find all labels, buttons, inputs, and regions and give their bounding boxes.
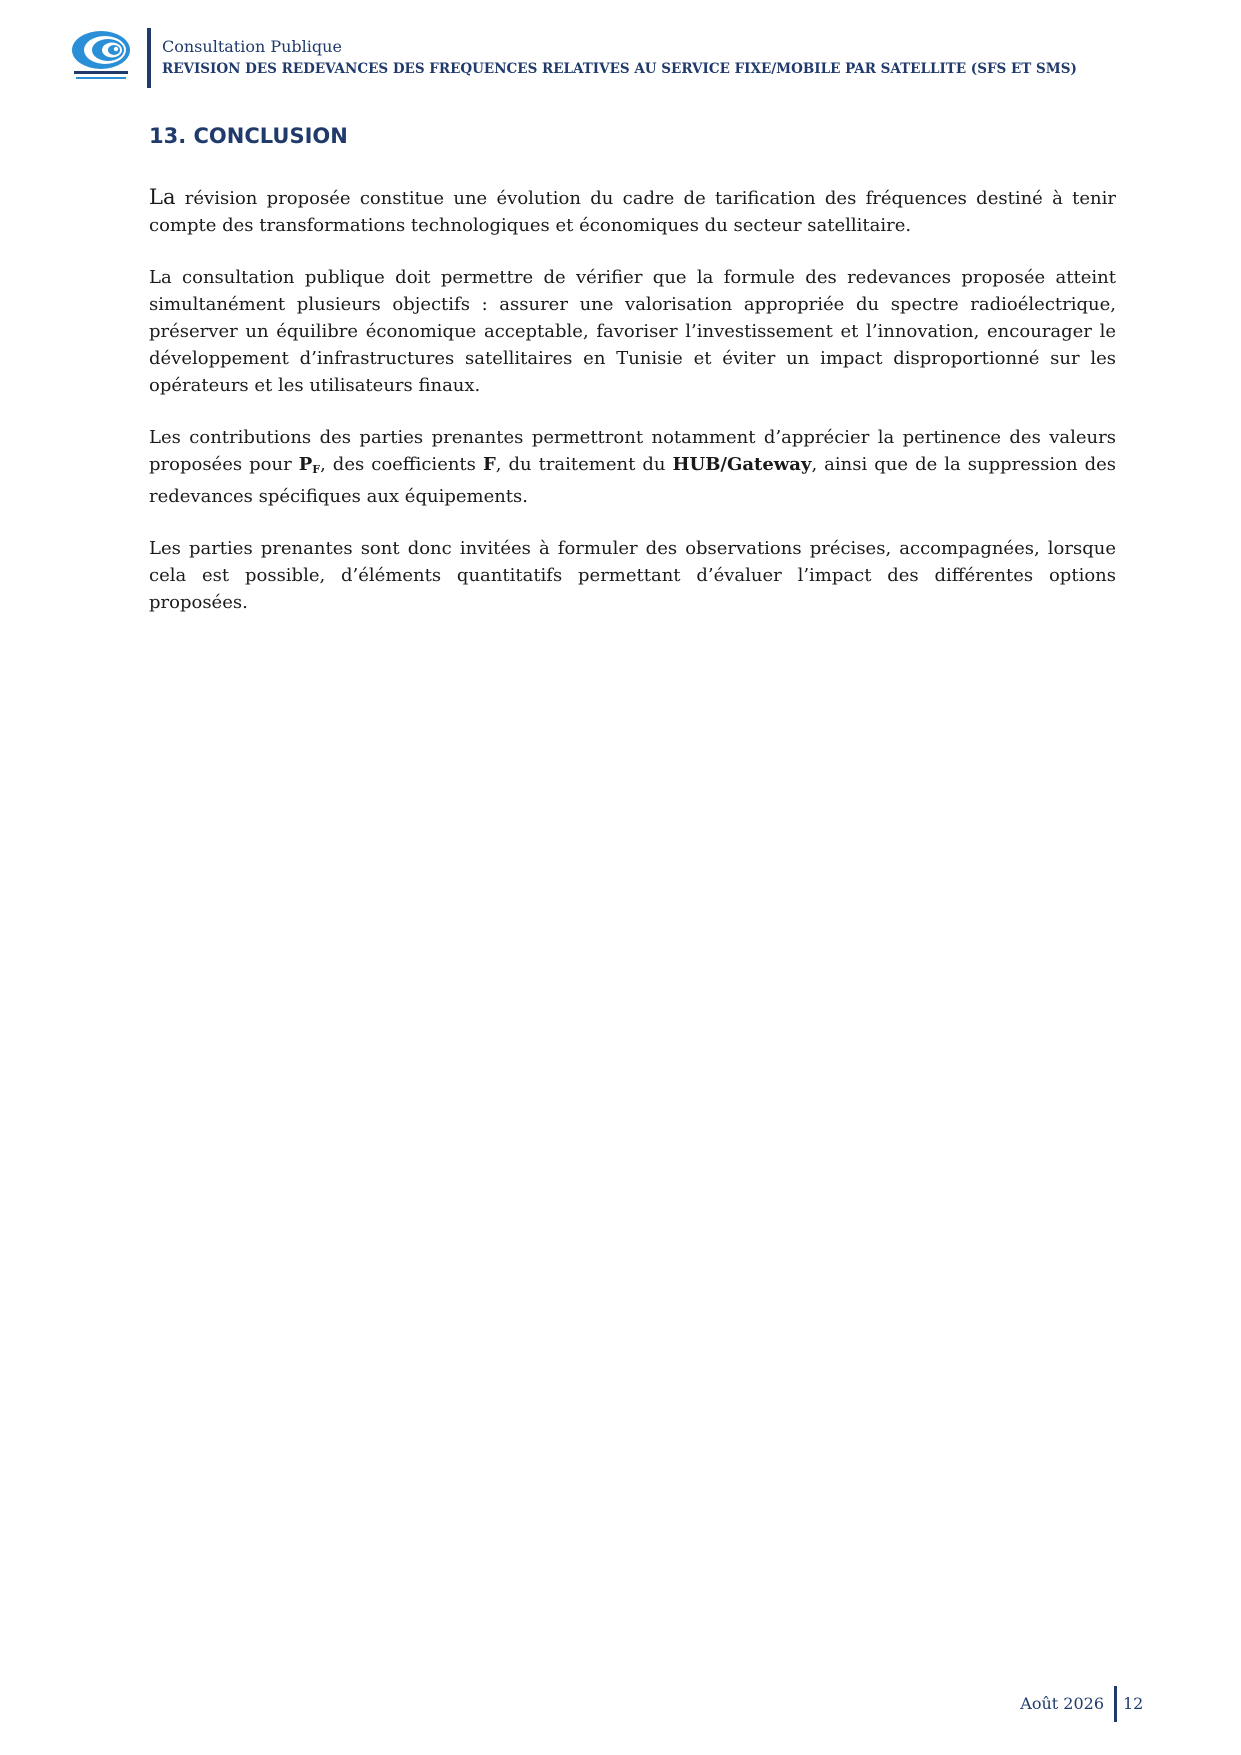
anf-logo — [66, 28, 136, 90]
f-symbol: F — [482, 454, 496, 475]
paragraph-3-part-d: , ainsi que de la suppression des redevances spécifiques aux équipements. — [149, 454, 1116, 507]
page-footer — [1000, 1686, 1160, 1726]
footer-date: Août 2026 — [1020, 1694, 1104, 1713]
footer-divider — [1114, 1686, 1117, 1722]
pf-symbol — [299, 454, 320, 475]
header-doc-title: REVISION DES REDEVANCES DES FREQUENCES RELATIVES AU SERVICE FIXE/MOBILE PAR SATELLITE (SFS ET SMS) — [162, 61, 1077, 77]
hub-gateway-term: HUB/Gateway — [672, 454, 812, 475]
pf-main: P — [298, 454, 313, 475]
header-divider — [147, 28, 151, 88]
paragraph-4: Les parties prenantes sont donc invitées à formuler des observations précises, accompagnées, lorsque cela est possible, d’éléments quantitatifs permettant d’évaluer l’impact des différentes options proposées. — [149, 538, 1116, 613]
paragraph-3-part-b: , des coefficients — [320, 454, 483, 475]
paragraph-2: La consultation publique doit permettre de vérifier que la formule des redevances proposée atteint simultanément plusieurs objectifs : assurer une valorisation appropriée du spectre radioélectrique, préserver un équilibre économique acceptable, favoriser l’investissement et l’innovation, encourager le développement d’infrastructures satellitaires en Tunisie et éviter un impact disproportionné sur les opérateurs et les utilisateurs finaux. — [149, 267, 1116, 396]
paragraph-3-part-a: Les contributions des parties prenantes permettront notamment d’apprécier la pertinence des valeurs proposées pour — [149, 427, 1116, 475]
pf-subscript: F — [312, 463, 321, 476]
paragraph-1 — [149, 184, 1116, 239]
paragraph-3 — [149, 424, 1116, 510]
section-number: 13. — [149, 124, 187, 148]
paragraph-3-part-c: , du traitement du — [495, 454, 673, 475]
section-title-text: CONCLUSION — [193, 124, 348, 148]
page-header — [66, 28, 1166, 90]
paragraph-1-lead: La — [149, 185, 176, 209]
header-doc-type: Consultation Publique — [162, 37, 342, 56]
paragraph-1-text: révision proposée constitue une évolution du cadre de tarification des fréquences destiné à tenir compte des transformations technologiques et économiques du secteur satellitaire. — [149, 188, 1116, 236]
body-text — [149, 184, 1116, 641]
page-number: 12 — [1123, 1694, 1144, 1713]
section-heading — [149, 124, 348, 148]
